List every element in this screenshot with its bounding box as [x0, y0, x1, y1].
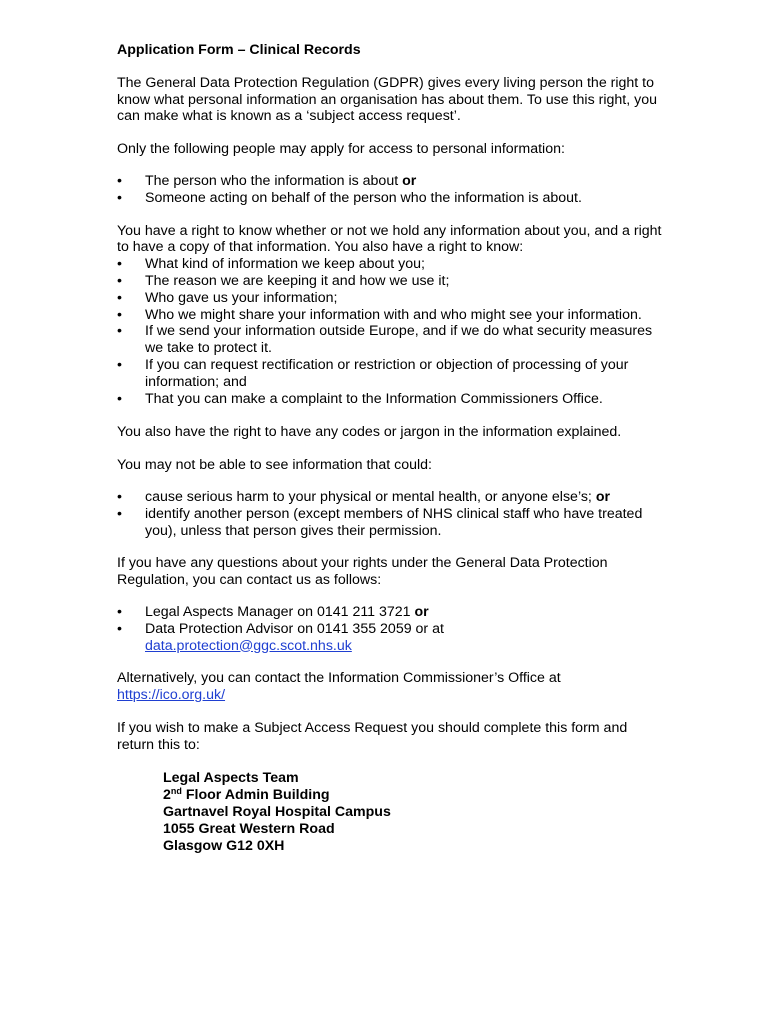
- apply-intro-paragraph: Only the following people may apply for access to personal information:: [117, 141, 565, 158]
- address-line: Legal Aspects Team: [163, 769, 299, 786]
- list-item: • Legal Aspects Manager on 0141 211 3721 or: [117, 603, 429, 620]
- return-address: [163, 770, 662, 856]
- list-item: • cause serious harm to your physical or mental health, or anyone else’s; or: [117, 488, 611, 505]
- bullet-icon: •: [117, 323, 122, 340]
- rights-intro-paragraph: You have a right to know whether or not we hold any information about you, and a right to have a copy of that information. You also have a right to know:: [117, 222, 662, 256]
- bullet-icon: •: [117, 505, 122, 522]
- gdpr-intro-paragraph: The General Data Protection Regulation (GDPR) gives every living person the right to know what personal information an organisation has about them. To use this right, you can make what is known as a ‘subject access request’.: [117, 74, 657, 125]
- bullet-icon: •: [117, 620, 122, 637]
- address-line: 2nd Floor Admin Building: [163, 785, 330, 803]
- document-title: Application Form – Clinical Records: [117, 42, 361, 58]
- list-item: • Data Protection Advisor on 0141 355 2059 or at data.protection@ggc.scot.nhs.uk: [117, 620, 444, 654]
- bullet-icon: •: [117, 289, 122, 306]
- rights-list: [117, 256, 662, 407]
- address-line: Gartnavel Royal Hospital Campus: [163, 803, 391, 820]
- questions-intro-paragraph: If you have any questions about your rights under the General Data Protection Regulation, you can contact us as follows:: [117, 555, 608, 589]
- bullet-icon: •: [117, 172, 122, 189]
- list-item: • The reason we are keeping it and how we use it;: [117, 272, 450, 289]
- ico-paragraph: Alternatively, you can contact the Information Commissioner’s Office at https://ico.org.uk/: [117, 670, 561, 704]
- bullet-icon: •: [117, 189, 122, 206]
- list-item: • That you can make a complaint to the Information Commissioners Office.: [117, 390, 603, 407]
- list-item: • If we send your information outside Europe, and if we do what security measures we take to protect it.: [117, 323, 653, 357]
- list-item: • identify another person (except members of NHS clinical staff who have treated you), unless that person gives their permission.: [117, 505, 643, 539]
- bullet-icon: •: [117, 356, 122, 373]
- bullet-icon: •: [117, 488, 122, 505]
- bullet-icon: •: [117, 272, 122, 289]
- bullet-icon: •: [117, 306, 122, 323]
- return-paragraph: If you wish to make a Subject Access Request you should complete this form and return this to:: [117, 719, 628, 753]
- document-page: [117, 42, 662, 856]
- list-item: • Who gave us your information;: [117, 289, 338, 306]
- address-line: 1055 Great Western Road: [163, 821, 335, 838]
- list-item: • The person who the information is about or: [117, 172, 417, 189]
- list-item: • If you can request rectification or restriction or objection of processing of your information; and: [117, 356, 629, 390]
- list-item: • What kind of information we keep about you;: [117, 256, 425, 273]
- address-line: Glasgow G12 0XH: [163, 838, 285, 855]
- codes-paragraph: You also have the right to have any codes or jargon in the information explained.: [117, 424, 622, 441]
- list-item: • Someone acting on behalf of the person who the information is about.: [117, 189, 582, 206]
- list-item: • Who we might share your information with and who might see your information.: [117, 306, 642, 323]
- ico-link[interactable]: https://ico.org.uk/: [117, 687, 226, 704]
- contacts-list: [117, 604, 662, 654]
- bullet-icon: •: [117, 256, 122, 273]
- bullet-icon: •: [117, 603, 122, 620]
- apply-list: [117, 173, 662, 207]
- not-see-intro-paragraph: You may not be able to see information that could:: [117, 457, 432, 474]
- email-link[interactable]: data.protection@ggc.scot.nhs.uk: [145, 637, 352, 654]
- bullet-icon: •: [117, 390, 122, 407]
- not-see-list: [117, 489, 662, 539]
